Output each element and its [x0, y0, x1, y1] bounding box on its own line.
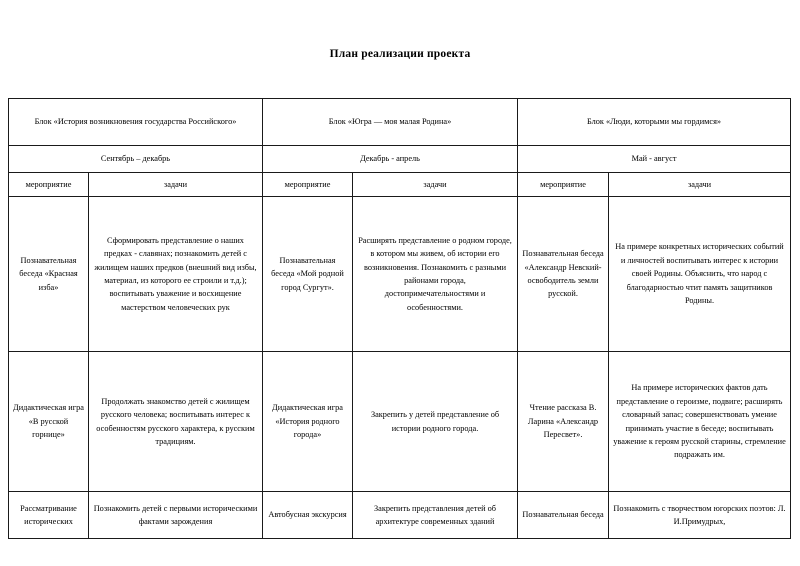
- cell-event-block3: [518, 492, 609, 539]
- block-header-1: [9, 99, 263, 146]
- cell-text: Рассматривание исторических: [20, 503, 77, 526]
- cell-text: На примере исторических фактов дать представление о героизме, подвиге; расширять словарный запас; совершенствовать умение принимать участие в беседе; воспитывать уважение к героям русской старины, стремление подражать им.: [613, 383, 786, 460]
- cell-text: Сформировать представление о наших предках - славянах; познакомить детей с жилищем наших предков (внешний вид избы, материал, из которого ее строили и т.д.); воспитывать уважение и восхищение мастерством человеческих рук: [94, 235, 257, 312]
- column-header-event-3-label: мероприятие: [540, 179, 586, 189]
- column-header-task-1: [89, 173, 263, 197]
- column-header-event-2-label: мероприятие: [284, 179, 331, 189]
- column-header-task-2: [353, 173, 518, 197]
- cell-task-block2: [353, 197, 518, 352]
- column-header-event-2: [263, 173, 353, 197]
- block-period-3: [518, 146, 791, 173]
- cell-task-block3: [609, 492, 791, 539]
- cell-text: Познакомить детей с первыми историческими фактами зарождения: [93, 503, 258, 526]
- cell-text: Закрепить у детей представление об истории родного города.: [370, 410, 500, 433]
- cell-text: Познавательная беседа «Красная изба»: [19, 255, 78, 292]
- column-header-task-1-label: задачи: [163, 179, 188, 189]
- cell-task-block3: [609, 197, 791, 352]
- cell-text: Познавательная беседа «Александр Невский-освободитель земли русской.: [522, 249, 604, 299]
- table-row: [9, 352, 791, 492]
- cell-task-block1: [89, 197, 263, 352]
- cell-text: Познакомить с творчеством югорских поэтов: Л. И.Примудрых,: [613, 503, 786, 526]
- block-header-2: [263, 99, 518, 146]
- cell-text: Расширять представление о родном городе, в котором мы живем, об истории его возникновения. Познакомить с разными районами города, достопримечательностями и особенностями.: [358, 235, 512, 312]
- table-row: [9, 492, 791, 539]
- cell-task-block1: [89, 492, 263, 539]
- cell-text: Познавательная беседа «Мой родной город Сургут».: [271, 255, 344, 292]
- cell-task-block2: [353, 492, 518, 539]
- block-period-1-label: Сентябрь – декабрь: [100, 154, 171, 164]
- cell-event-block3: [518, 352, 609, 492]
- cell-task-block3: [609, 352, 791, 492]
- cell-event-block1: [9, 492, 89, 539]
- table-row-periods: [9, 146, 791, 173]
- block-period-2-label: Декабрь - апрель: [360, 154, 420, 164]
- column-header-event-1-label: мероприятие: [25, 179, 72, 189]
- block-header-3: [518, 99, 791, 146]
- cell-text: Продолжать знакомство детей с жилищем русского человека; воспитывать интерес к особенностям русского характера, к русским традициям.: [96, 396, 255, 446]
- block-header-2-label: Блок «Югра — моя малая Родина»: [328, 117, 452, 127]
- block-period-2: [263, 146, 518, 173]
- cell-task-block2: [353, 352, 518, 492]
- cell-text: Чтение рассказа В. Ларина «Александр Пересвет».: [527, 403, 599, 440]
- plan-table-container: [8, 98, 790, 539]
- cell-event-block2: [263, 352, 353, 492]
- block-period-1: [9, 146, 263, 173]
- block-header-3-label: Блок «Люди, которыми мы гордимся»: [586, 117, 722, 127]
- column-header-event-1: [9, 173, 89, 197]
- cell-text: Автобусная экскурсия: [268, 510, 347, 520]
- column-header-task-3-label: задачи: [687, 179, 712, 189]
- project-plan-table: [8, 98, 791, 539]
- cell-text: Познавательная беседа: [522, 510, 604, 520]
- block-period-3-label: Май - август: [631, 154, 677, 164]
- block-header-1-label: Блок «История возникновения государства Российского»: [34, 117, 237, 127]
- cell-event-block2: [263, 492, 353, 539]
- cell-text: Дидактическая игра «История родного города»: [272, 403, 343, 440]
- cell-event-block1: [9, 197, 89, 352]
- cell-event-block3: [518, 197, 609, 352]
- cell-text: Дидактическая игра «В русской горнице»: [13, 403, 84, 440]
- cell-event-block2: [263, 197, 353, 352]
- column-header-task-3: [609, 173, 791, 197]
- page-title: План реализации проекта: [329, 48, 471, 60]
- table-row-block-headers: [9, 99, 791, 146]
- column-header-event-3: [518, 173, 609, 197]
- cell-event-block1: [9, 352, 89, 492]
- cell-task-block1: [89, 352, 263, 492]
- cell-text: На примере конкретных исторических событий и личностей воспитывать интерес к истории своей Родины. Объяснить, что народ с благодарностью чтит память защитников Родины.: [615, 242, 784, 306]
- table-row-column-headers: [9, 173, 791, 197]
- table-row: [9, 197, 791, 352]
- cell-text: Закрепить представления детей об архитектуре современных зданий: [373, 503, 497, 526]
- column-header-task-2-label: задачи: [423, 179, 447, 189]
